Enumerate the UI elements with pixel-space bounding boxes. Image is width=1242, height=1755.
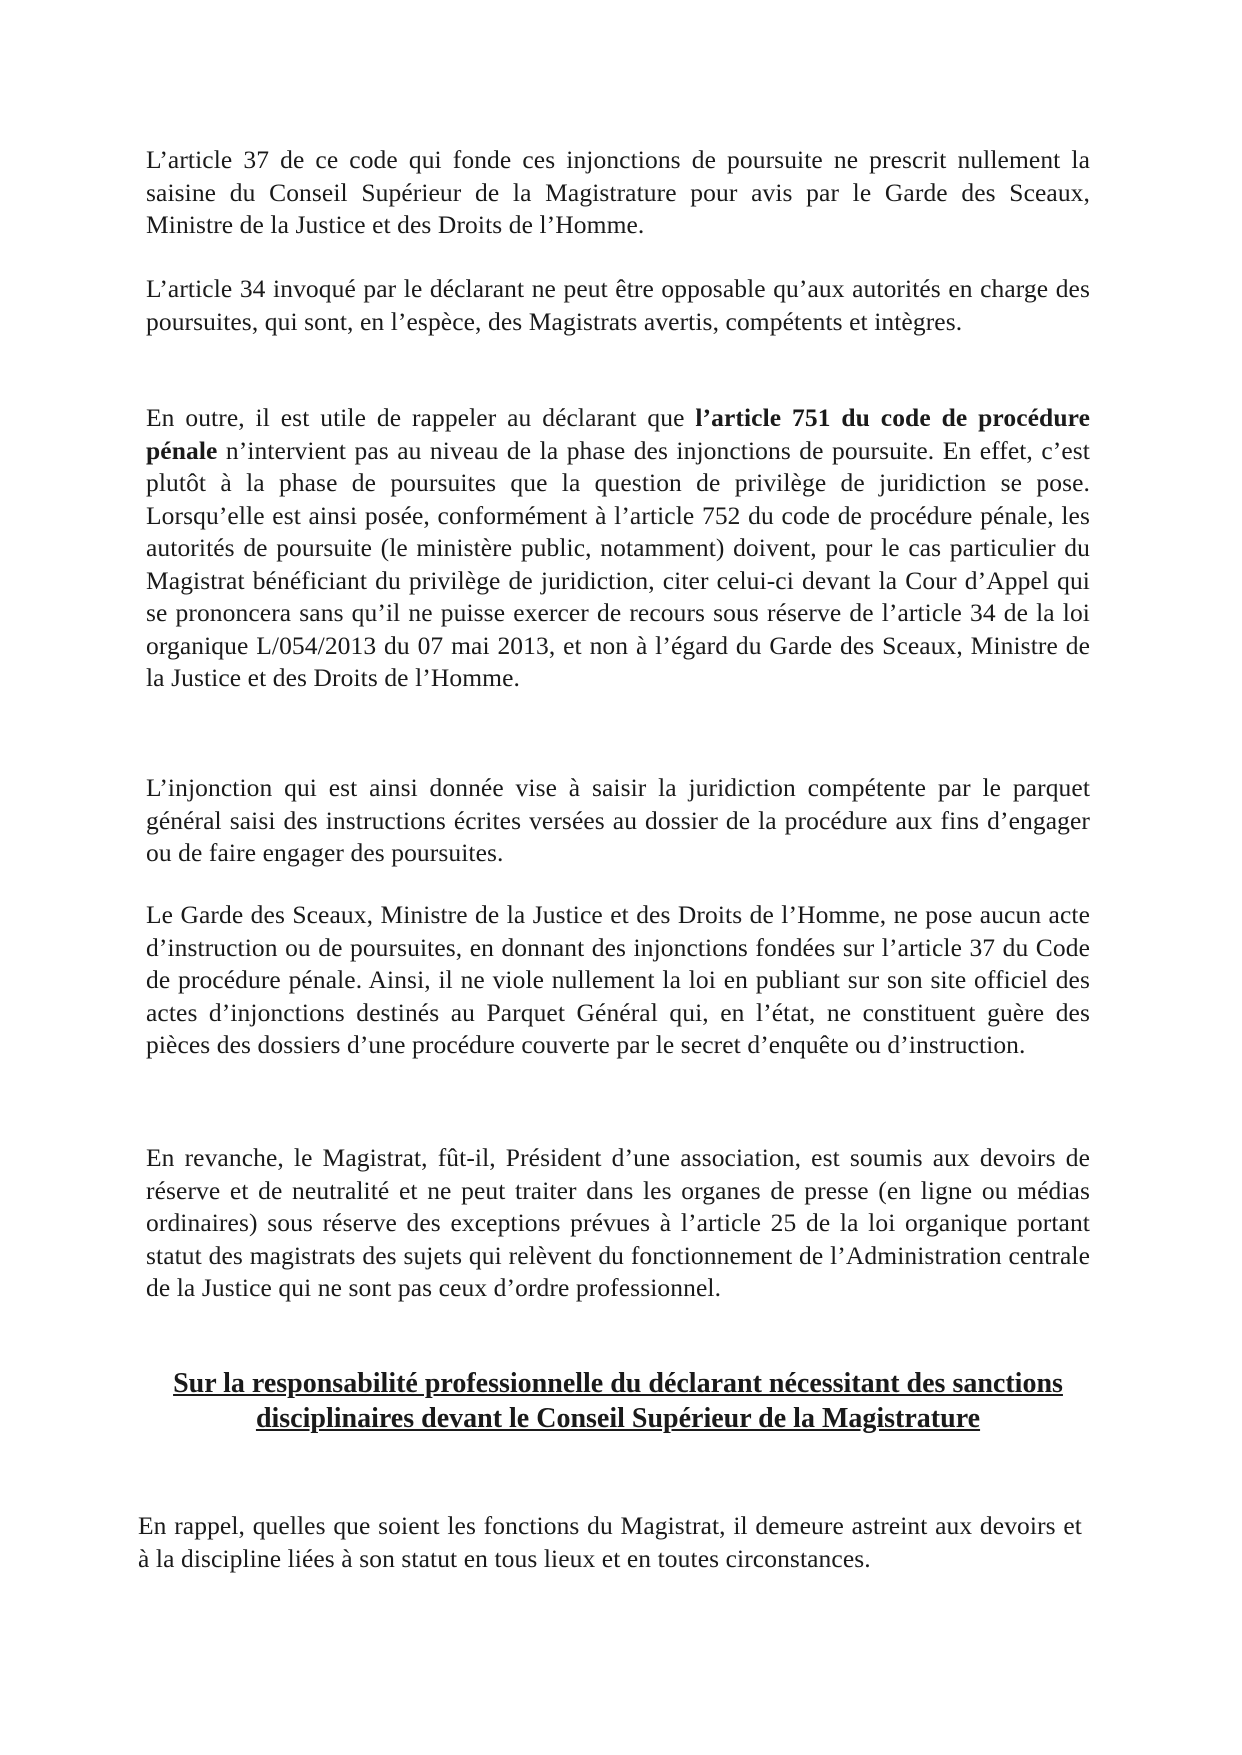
paragraph-text: L’article 34 invoqué par le déclarant ne peut être opposable qu’aux autorités en charge des poursuites, qui sont, en l’espèce, des Magistrats avertis, compétents et intègres.	[146, 274, 1090, 336]
paragraph-text: En revanche, le Magistrat, fût-il, Président d’une association, est soumis aux devoirs de réserve et de neutralité et ne peut traiter dans les organes de presse (en ligne ou médias ordinaires) sous réserve des exceptions prévues à l’article 25 de la loi organique portant statut des magistrats des sujets qui relèvent du fonctionnement de l’Administration centrale de la Justice qui ne sont pas ceux d’ordre professionnel.	[146, 1143, 1090, 1302]
section-heading: Sur la responsabilité professionnelle du déclarant nécessitant des sanctions disciplinaires devant le Conseil Supérieur de la Magistrature	[173, 1368, 1063, 1434]
paragraph-injonction	[146, 772, 1090, 870]
paragraph-text: L’article 37 de ce code qui fonde ces injonctions de poursuite ne prescrit nullement la saisine du Conseil Supérieur de la Magistrature pour avis par le Garde des Sceaux, Ministre de la Justice et des Droits de l’Homme.	[146, 145, 1090, 239]
paragraph-article-751	[146, 402, 1090, 695]
paragraph-en-rappel	[138, 1510, 1082, 1575]
paragraph-text: Le Garde des Sceaux, Ministre de la Justice et des Droits de l’Homme, ne pose aucun acte d’instruction ou de poursuites, en donnant des injonctions fondées sur l’article 37 du Code de procédure pénale. Ainsi, il ne viole nullement la loi en publiant sur son site officiel des actes d’injonctions destinés au Parquet Général qui, en l’état, ne constituent guère des pièces des dossiers d’une procédure couverte par le secret d’enquête ou d’instruction.	[146, 900, 1090, 1059]
paragraph-text: L’injonction qui est ainsi donnée vise à saisir la juridiction compétente par le parquet général saisi des instructions écrites versées au dossier de la procédure aux fins d’engager ou de faire engager des poursuites.	[146, 773, 1090, 867]
paragraph-text: n’intervient pas au niveau de la phase des injonctions de poursuite. En effet, c’est plutôt à la phase de poursuites que la question de privilège de juridiction se pose. Lorsqu’elle est ainsi posée, conformément à l’article 752 du code de procédure pénale, les autorités de poursuite (le ministère public, notamment) doivent, pour le cas particulier du Magistrat bénéficiant du privilège de juridiction, citer celui-ci devant la Cour d’Appel qui se prononcera sans qu’il ne puisse exercer de recours sous réserve de l’article 34 de la loi organique L/054/2013 du 07 mai 2013, et non à l’égard du Garde des Sceaux, Ministre de la Justice et des Droits de l’Homme.	[146, 435, 1090, 692]
paragraph-article-37	[146, 144, 1090, 242]
paragraph-text: En rappel, quelles que soient les fonctions du Magistrat, il demeure astreint aux devoirs et à la discipline liées à son statut en tous lieux et en toutes circonstances.	[138, 1511, 1082, 1573]
bold-reference-article-751: l’article 751 du code de procédure pénale	[146, 403, 1090, 465]
paragraph-en-revanche	[146, 1142, 1090, 1305]
paragraph-text: En outre, il est utile de rappeler au déclarant que	[146, 403, 696, 432]
paragraph-article-34	[146, 273, 1090, 338]
paragraph-garde-des-sceaux	[146, 899, 1090, 1062]
